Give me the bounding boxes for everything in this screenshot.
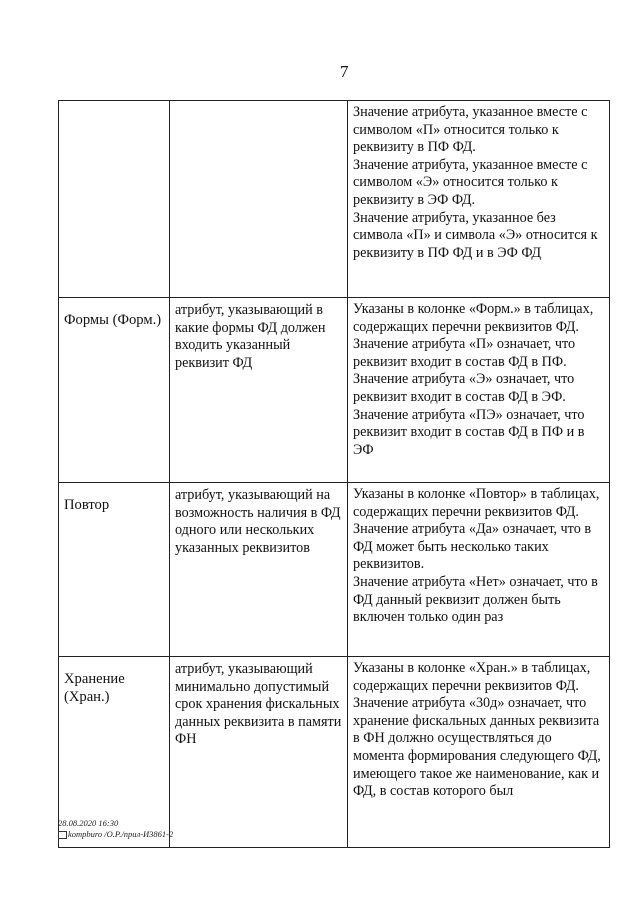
table-row [59, 298, 610, 483]
values-paragraph: Значение атрибута «ПЭ» означает, что реквизит входит в состав ФД в ПФ и в ЭФ [353, 406, 585, 458]
document-file-icon [58, 831, 67, 839]
values-paragraph: Значение атрибута «30д» означает, что хранение фискальных данных реквизита в ФН должно осуществляться до момента формирования следующего ФД, имеющего такое же наименование, как и ФД, в состав которого был [353, 695, 601, 800]
attribute-values-cell [348, 483, 610, 657]
attribute-description-cell: атрибут, указывающий на возможность наличия в ФД одного или нескольких указанных реквизитов [170, 483, 348, 657]
attribute-values-cell [348, 298, 610, 483]
values-paragraph: Указаны в колонке «Форм.» в таблицах, содержащих перечни реквизитов ФД. [353, 301, 594, 335]
values-paragraph: Указаны в колонке «Повтор» в таблицах, содержащих перечни реквизитов ФД. [353, 486, 600, 520]
page-number: 7 [340, 62, 349, 81]
attributes-table [58, 100, 610, 848]
values-paragraph: Значение атрибута «П» означает, что реквизит входит в состав ФД в ПФ. [353, 336, 576, 370]
print-file-path: kompburo /О.Р./прил-И3861-2 [68, 829, 174, 839]
table-row [59, 101, 610, 298]
attribute-description-cell [170, 101, 348, 298]
print-file-path-line [58, 829, 173, 840]
values-paragraph: Значение атрибута «Да» означает, что в ФД может быть несколько таких реквизитов. [353, 521, 592, 573]
attribute-description-cell: атрибут, указывающий минимально допустимый срок хранения фискальных данных реквизита в памяти ФН [170, 657, 348, 848]
attribute-values-cell [348, 101, 610, 298]
attribute-name-cell: Повтор [59, 483, 170, 657]
table-row [59, 483, 610, 657]
print-footer [58, 818, 173, 840]
attribute-description-cell: атрибут, указывающий в какие формы ФД должен входить указанный реквизит ФД [170, 298, 348, 483]
values-paragraph: Значение атрибута, указанное вместе с символом «П» относится только к реквизиту в ПФ ФД. [353, 104, 588, 156]
attribute-name-cell: Хранение (Хран.) [59, 657, 170, 848]
values-paragraph: Значение атрибута, указанное вместе с символом «Э» относится только к реквизиту в ЭФ ФД. [353, 156, 588, 208]
values-paragraph: Указаны в колонке «Хран.» в таблицах, содержащих перечни реквизитов ФД. [353, 660, 591, 694]
values-paragraph: Значение атрибута «Нет» означает, что в ФД данный реквизит должен быть включен только один раз [353, 573, 598, 626]
values-paragraph: Значение атрибута, указанное без символа «П» и символа «Э» относится к реквизиту в ПФ ФД и в ЭФ ФД [353, 209, 598, 261]
attribute-values-cell [348, 657, 610, 848]
attribute-name-cell: Формы (Форм.) [59, 298, 170, 483]
print-timestamp: 28.08.2020 16:30 [58, 818, 119, 828]
values-paragraph: Значение атрибута «Э» означает, что реквизит входит в состав ФД в ЭФ. [353, 371, 575, 405]
attribute-name-cell [59, 101, 170, 298]
